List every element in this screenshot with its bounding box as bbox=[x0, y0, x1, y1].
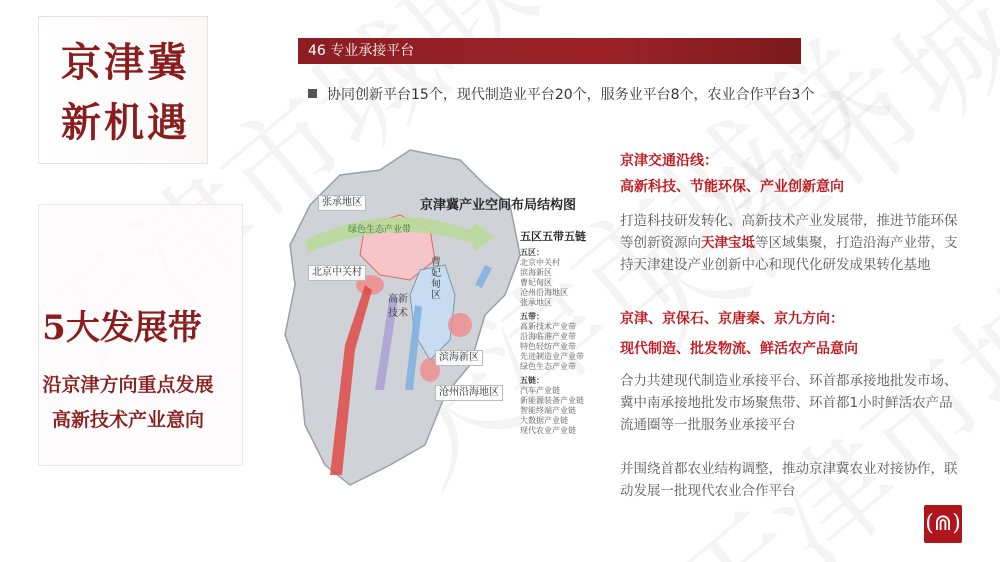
label-zhangcheng: 张承地区 bbox=[318, 195, 366, 211]
legend-item: 沿海临港产业带 bbox=[520, 332, 576, 341]
legend-section-title: 五带： bbox=[520, 312, 544, 321]
bullet-square-icon bbox=[308, 89, 317, 98]
bullet-text: 协同创新平台15个，现代制造业平台20个，服务业平台8个，农业合作平台3个 bbox=[327, 87, 815, 103]
label-binhai: 滨海新区 bbox=[435, 350, 483, 366]
legend-section-title: 五链： bbox=[520, 376, 544, 385]
right-heading-3: 京津、京保石、京唐秦、京九方向： bbox=[620, 311, 844, 327]
title-box bbox=[38, 16, 208, 164]
right-heading-1: 京津交通沿线： bbox=[620, 153, 718, 169]
legend-item: 滨海新区 bbox=[520, 268, 552, 277]
legend-section-title: 五区： bbox=[520, 248, 544, 257]
p1-part-a: 打造科技研发转化、高新技术产业发展带，推进节能环保等创新资源向 bbox=[620, 213, 958, 251]
map-legend bbox=[520, 232, 605, 436]
legend-item: 汽车产业链 bbox=[520, 386, 560, 395]
belt-title: 5大发展带 bbox=[42, 308, 202, 348]
right-paragraph-1 bbox=[620, 210, 960, 276]
bullet-line bbox=[308, 84, 814, 104]
right-paragraph-3: 并围绕首都农业结构调整，推动京津冀农业对接协作，联动发展一批现代农业合作平台 bbox=[620, 461, 958, 499]
label-ecology-belt: 绿色生态产业带 bbox=[348, 225, 412, 235]
legend-item: 北京中关村 bbox=[520, 258, 560, 267]
legend-item: 沧州沿海地区 bbox=[520, 288, 568, 297]
label-cangzhou: 沧州沿海地区 bbox=[435, 385, 503, 401]
label-hightech: 高新技术 bbox=[388, 294, 408, 319]
right-heading-2: 高新科技、节能环保、产业创新意向 bbox=[620, 179, 844, 195]
belt-subtitle-1: 沿京津方向重点发展 bbox=[42, 374, 214, 396]
p1-part-b: 等区域集聚，打造沿海产业带，支持天津建设产业创新中心和现代化研发成果转化基地 bbox=[620, 235, 958, 273]
section-header: 46 专业承接平台 bbox=[298, 38, 801, 64]
title-line-2: 新机遇 bbox=[61, 99, 190, 146]
label-zhongguancun: 北京中关村 bbox=[308, 265, 366, 281]
legend-item: 大数据产业链 bbox=[520, 416, 568, 425]
legend-item: 现代农业产业链 bbox=[520, 426, 576, 435]
label-caofeidian: 曹妃甸区 bbox=[431, 257, 441, 301]
legend-item: 曹妃甸区 bbox=[520, 278, 552, 287]
legend-item: 高新技术产业带 bbox=[520, 322, 576, 331]
legend-item: 绿色生态产业带 bbox=[520, 362, 576, 371]
map-title: 京津冀产业空间布局结构图 bbox=[420, 198, 577, 213]
brand-logo: (⋒) bbox=[924, 505, 962, 543]
legend-head: 五区五带五链 bbox=[520, 230, 586, 243]
caofeidian-marker bbox=[448, 313, 472, 337]
p1-highlight: 天津宝坻 bbox=[701, 235, 755, 251]
legend-item: 特色轻纺产业带 bbox=[520, 342, 576, 351]
legend-item: 先进制造业产业带 bbox=[520, 352, 584, 361]
right-heading-4: 现代制造、批发物流、鲜活农产品意向 bbox=[620, 341, 858, 357]
belt-subtitle-2: 高新技术产业意向 bbox=[51, 409, 204, 431]
legend-item: 智能终端产业链 bbox=[520, 406, 576, 415]
legend-item: 张承地区 bbox=[520, 298, 552, 307]
title-line-1: 京津冀 bbox=[61, 39, 190, 86]
right-paragraph-2: 合力共建现代制造业承接平台、环首都承接地批发市场、冀中南承接地批发市场聚焦带、环首都1小时鲜活农产品流通圈等一批服务业承接平台 bbox=[620, 373, 958, 433]
legend-item: 新能源装备产业链 bbox=[520, 396, 584, 405]
region-map bbox=[270, 145, 605, 490]
